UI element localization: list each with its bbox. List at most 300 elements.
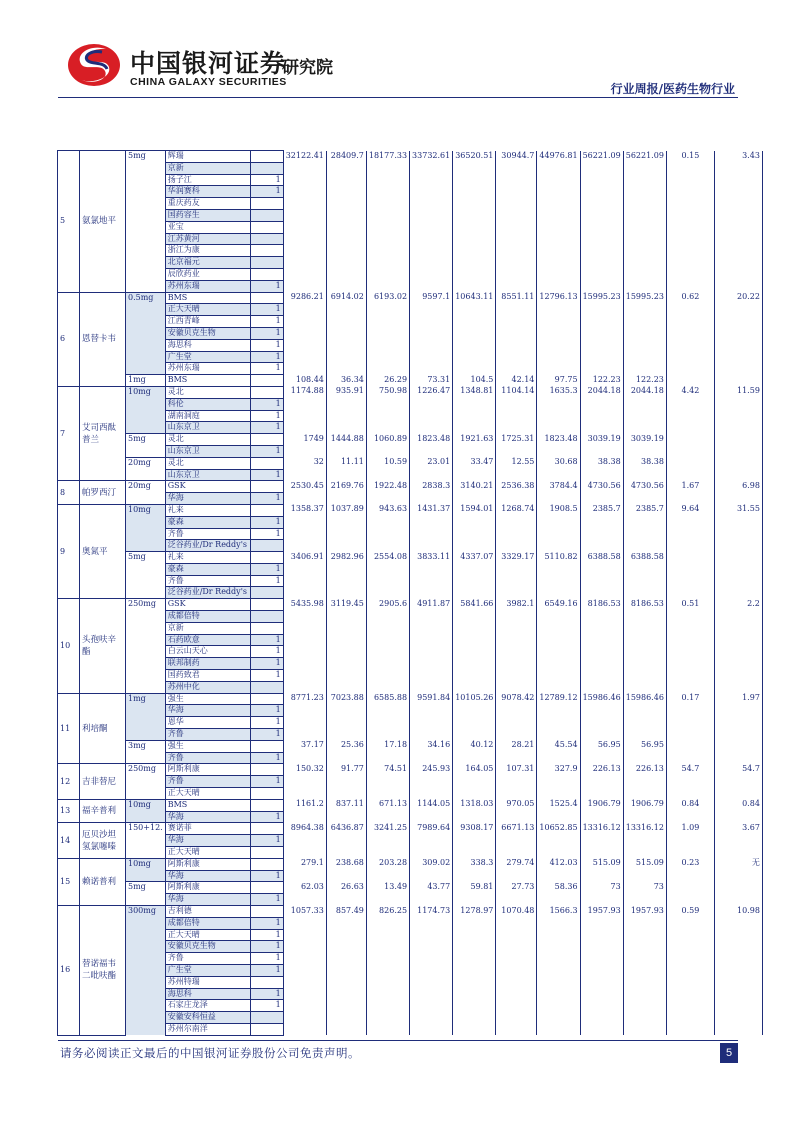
value-cell: 107.31 <box>496 764 537 799</box>
value-cell: 1070.48 <box>496 906 537 1036</box>
value-cell: 28.21 <box>496 740 537 764</box>
generic-flag-cell: 1 <box>250 705 283 717</box>
manufacturer-cell: 豪森 <box>165 516 250 528</box>
generic-flag-cell: 1 <box>250 445 283 457</box>
value-cell: 515.09 <box>580 858 623 882</box>
value-cell: 970.05 <box>496 799 537 823</box>
manufacturer-cell: 安徽贝克生物 <box>165 941 250 953</box>
generic-flag-cell <box>250 434 283 446</box>
value-cell: 671.13 <box>366 799 409 823</box>
manufacturer-cell: BMS <box>165 292 250 304</box>
dosage-spec-cell: 3mg <box>126 740 166 764</box>
value-cell: 1725.31 <box>496 434 537 458</box>
manufacturer-cell: 苏州东瑞 <box>165 363 250 375</box>
dosage-spec-cell: 1mg <box>126 693 166 740</box>
dosage-spec-cell: 5mg <box>126 552 166 599</box>
table-row <box>58 386 763 398</box>
value-cell: 226.13 <box>580 764 623 799</box>
value-cell: 11.11 <box>326 457 366 481</box>
value-cell: 2530.45 <box>283 481 326 505</box>
value-cell: 0.51 <box>666 599 714 693</box>
value-cell: 943.63 <box>366 504 409 551</box>
generic-flag-cell: 1 <box>250 422 283 434</box>
value-cell: 2554.08 <box>366 552 409 599</box>
generic-flag-cell: 1 <box>250 776 283 788</box>
value-cell: 15995.23 <box>623 292 666 375</box>
manufacturer-cell: 华海 <box>165 870 250 882</box>
manufacturer-cell: 强生 <box>165 693 250 705</box>
manufacturer-cell: 灵北 <box>165 386 250 398</box>
value-cell: 7989.64 <box>410 823 453 858</box>
value-cell: 338.3 <box>453 858 496 882</box>
value-cell: 1226.47 <box>410 386 453 433</box>
value-cell: 3039.19 <box>623 434 666 458</box>
generic-flag-cell <box>250 764 283 776</box>
footer-divider <box>58 1040 738 1041</box>
table-row <box>58 457 763 469</box>
value-cell: 38.38 <box>623 457 666 481</box>
value-cell: 1358.37 <box>283 504 326 551</box>
value-cell: 1144.05 <box>410 799 453 823</box>
table-row <box>58 599 763 611</box>
value-cell: 857.49 <box>326 906 366 1036</box>
galaxy-logo-icon <box>66 40 122 88</box>
value-cell: 0.17 <box>666 693 714 764</box>
value-cell: 750.98 <box>366 386 409 433</box>
value-cell: 9078.42 <box>496 693 537 740</box>
drug-name-cell: 氨氯地平 <box>80 151 126 293</box>
manufacturer-cell: 浙江为康 <box>165 245 250 257</box>
value-cell: 56221.09 <box>580 151 623 293</box>
value-cell: 42.14 <box>496 375 537 387</box>
table-row <box>58 858 763 870</box>
value-cell: 32 <box>283 457 326 481</box>
value-cell: 6388.58 <box>580 552 623 599</box>
generic-flag-cell: 1 <box>250 363 283 375</box>
row-index-cell: 12 <box>58 764 80 799</box>
manufacturer-cell: 齐鲁 <box>165 528 250 540</box>
row-index-cell: 15 <box>58 858 80 905</box>
value-cell: 26.29 <box>366 375 409 387</box>
value-cell: 1.09 <box>666 823 714 858</box>
value-cell: 1566.3 <box>537 906 580 1036</box>
manufacturer-cell: BMS <box>165 375 250 387</box>
generic-flag-cell: 1 <box>250 575 283 587</box>
value-cell: 327.9 <box>537 764 580 799</box>
value-cell: 13316.12 <box>623 823 666 858</box>
dosage-spec-cell: 20mg <box>126 481 166 505</box>
generic-flag-cell <box>250 257 283 269</box>
dosage-spec-cell: 5mg <box>126 151 166 293</box>
generic-flag-cell: 1 <box>250 186 283 198</box>
manufacturer-cell: 正大天晴 <box>165 304 250 316</box>
value-cell: 3.43 <box>714 151 762 293</box>
value-cell: 226.13 <box>623 764 666 799</box>
value-cell: 309.02 <box>410 858 453 882</box>
generic-flag-cell <box>250 540 283 552</box>
value-cell: 1057.33 <box>283 906 326 1036</box>
value-cell: 108.44 <box>283 375 326 387</box>
value-cell: 2044.18 <box>580 386 623 433</box>
value-cell: 3406.91 <box>283 552 326 599</box>
value-cell: 73 <box>623 882 666 906</box>
value-cell: 412.03 <box>537 858 580 882</box>
value-cell: 279.74 <box>496 858 537 882</box>
value-cell: 9.64 <box>666 504 714 598</box>
generic-flag-cell <box>250 221 283 233</box>
manufacturer-cell: 石药欧意 <box>165 634 250 646</box>
row-index-cell: 10 <box>58 599 80 693</box>
logo-chinese-name: 中国银河证券 <box>130 49 287 78</box>
value-cell: 6436.87 <box>326 823 366 858</box>
generic-flag-cell: 1 <box>250 304 283 316</box>
value-cell: 10643.11 <box>453 292 496 375</box>
dosage-spec-cell: 0.5mg <box>126 292 166 375</box>
value-cell: 4337.07 <box>453 552 496 599</box>
value-cell: 15986.46 <box>623 693 666 740</box>
value-cell: 1161.2 <box>283 799 326 823</box>
value-cell: 5841.66 <box>453 599 496 693</box>
generic-flag-cell <box>250 481 283 493</box>
manufacturer-cell: 辉瑞 <box>165 151 250 163</box>
generic-flag-cell: 1 <box>250 894 283 906</box>
generic-flag-cell <box>250 681 283 693</box>
manufacturer-cell: 山东京卫 <box>165 469 250 481</box>
generic-flag-cell <box>250 587 283 599</box>
value-cell: 56.95 <box>580 740 623 764</box>
value-cell: 1268.74 <box>496 504 537 551</box>
value-cell: 6388.58 <box>623 552 666 599</box>
table-row <box>58 434 763 446</box>
value-cell: 515.09 <box>623 858 666 882</box>
manufacturer-cell: 苏州东瑞 <box>165 280 250 292</box>
drug-name-cell: 头孢呋辛酯 <box>80 599 126 693</box>
drug-name-cell: 厄贝沙坦氢氯噻嗪 <box>80 823 126 858</box>
drug-name-cell: 帕罗西汀 <box>80 481 126 505</box>
manufacturer-cell: BMS <box>165 799 250 811</box>
value-cell: 6193.02 <box>366 292 409 375</box>
row-index-cell: 11 <box>58 693 80 764</box>
generic-flag-cell <box>250 386 283 398</box>
generic-flag-cell <box>250 906 283 918</box>
value-cell: 73 <box>580 882 623 906</box>
value-cell: 5435.98 <box>283 599 326 693</box>
value-cell: 1525.4 <box>537 799 580 823</box>
manufacturer-cell: 科伦 <box>165 398 250 410</box>
generic-flag-cell: 1 <box>250 988 283 1000</box>
value-cell: 8964.38 <box>283 823 326 858</box>
value-cell: 2385.7 <box>623 504 666 551</box>
manufacturer-cell: 山东京卫 <box>165 422 250 434</box>
value-cell: 4911.87 <box>410 599 453 693</box>
value-cell: 25.36 <box>326 740 366 764</box>
value-cell: 1174.88 <box>283 386 326 433</box>
row-index-cell: 7 <box>58 386 80 480</box>
value-cell: 9286.21 <box>283 292 326 375</box>
value-cell: 26.63 <box>326 882 366 906</box>
manufacturer-cell: 扬子江 <box>165 174 250 186</box>
value-cell: 9591.84 <box>410 693 453 740</box>
generic-flag-cell <box>250 1012 283 1024</box>
value-cell: 5110.82 <box>537 552 580 599</box>
row-index-cell: 14 <box>58 823 80 858</box>
value-cell: 9597.1 <box>410 292 453 375</box>
manufacturer-cell: 华海 <box>165 493 250 505</box>
dosage-spec-cell: 300mg <box>126 906 166 1036</box>
value-cell: 1749 <box>283 434 326 458</box>
generic-flag-cell <box>250 151 283 163</box>
generic-flag-cell: 1 <box>250 634 283 646</box>
generic-flag-cell <box>250 245 283 257</box>
manufacturer-cell: 正大天晴 <box>165 929 250 941</box>
value-cell: 1823.48 <box>537 434 580 458</box>
page-number-badge: 5 <box>720 1043 738 1063</box>
generic-flag-cell: 1 <box>250 717 283 729</box>
value-cell: 10105.26 <box>453 693 496 740</box>
value-cell: 23.01 <box>410 457 453 481</box>
manufacturer-cell: 京新 <box>165 622 250 634</box>
value-cell: 1318.03 <box>453 799 496 823</box>
value-cell: 12796.13 <box>537 292 580 375</box>
manufacturer-cell: 成都倍特 <box>165 917 250 929</box>
manufacturer-cell: 白云山天心 <box>165 646 250 658</box>
dosage-spec-cell: 10mg <box>126 858 166 882</box>
value-cell: 40.12 <box>453 740 496 764</box>
value-cell: 62.03 <box>283 882 326 906</box>
value-cell: 3039.19 <box>580 434 623 458</box>
drug-sales-table <box>57 150 763 1036</box>
generic-flag-cell <box>250 823 283 835</box>
value-cell: 44976.81 <box>537 151 580 293</box>
generic-flag-cell: 1 <box>250 929 283 941</box>
manufacturer-cell: 湖南洞庭 <box>165 410 250 422</box>
value-cell: 1037.89 <box>326 504 366 551</box>
drug-name-cell: 赖诺普利 <box>80 858 126 905</box>
header-divider <box>58 97 738 98</box>
value-cell: 1823.48 <box>410 434 453 458</box>
value-cell: 1594.01 <box>453 504 496 551</box>
value-cell: 56221.09 <box>623 151 666 293</box>
manufacturer-cell: 正大天晴 <box>165 847 250 859</box>
value-cell: 279.1 <box>283 858 326 882</box>
value-cell: 104.5 <box>453 375 496 387</box>
generic-flag-cell: 1 <box>250 563 283 575</box>
manufacturer-cell: GSK <box>165 481 250 493</box>
manufacturer-cell: 恩华 <box>165 717 250 729</box>
value-cell: 4730.56 <box>580 481 623 505</box>
generic-flag-cell: 1 <box>250 1000 283 1012</box>
value-cell: 1.67 <box>666 481 714 505</box>
table-row <box>58 823 763 835</box>
value-cell: 2905.6 <box>366 599 409 693</box>
generic-flag-cell <box>250 552 283 564</box>
dosage-spec-cell: 20mg <box>126 457 166 481</box>
manufacturer-cell: 安徽安科恒益 <box>165 1012 250 1024</box>
generic-flag-cell <box>250 268 283 280</box>
table-row <box>58 151 763 163</box>
value-cell: 54.7 <box>666 764 714 799</box>
dosage-spec-cell: 150+12. <box>126 823 166 858</box>
manufacturer-cell: 江苏黄河 <box>165 233 250 245</box>
value-cell: 935.91 <box>326 386 366 433</box>
generic-flag-cell: 1 <box>250 327 283 339</box>
value-cell: 无 <box>714 858 762 905</box>
value-cell: 74.51 <box>366 764 409 799</box>
dosage-spec-cell: 5mg <box>126 434 166 458</box>
value-cell: 31.55 <box>714 504 762 598</box>
value-cell: 150.32 <box>283 764 326 799</box>
generic-flag-cell: 1 <box>250 280 283 292</box>
table-row <box>58 799 763 811</box>
value-cell: 203.28 <box>366 858 409 882</box>
manufacturer-cell: 吉利德 <box>165 906 250 918</box>
value-cell: 3119.45 <box>326 599 366 693</box>
value-cell: 8186.53 <box>623 599 666 693</box>
value-cell: 13316.12 <box>580 823 623 858</box>
value-cell: 43.77 <box>410 882 453 906</box>
dosage-spec-cell: 10mg <box>126 386 166 433</box>
generic-flag-cell: 1 <box>250 339 283 351</box>
value-cell: 17.18 <box>366 740 409 764</box>
generic-flag-cell: 1 <box>250 670 283 682</box>
manufacturer-cell: 京新 <box>165 162 250 174</box>
generic-flag-cell: 1 <box>250 174 283 186</box>
dosage-spec-cell: 1mg <box>126 375 166 387</box>
generic-flag-cell: 1 <box>250 917 283 929</box>
manufacturer-cell: 阿斯利康 <box>165 858 250 870</box>
generic-flag-cell <box>250 976 283 988</box>
manufacturer-cell: 泛谷药业/Dr Reddy's <box>165 587 250 599</box>
value-cell: 30.68 <box>537 457 580 481</box>
generic-flag-cell <box>250 611 283 623</box>
value-cell: 10.59 <box>366 457 409 481</box>
manufacturer-cell: 齐鲁 <box>165 729 250 741</box>
manufacturer-cell: 苏州中化 <box>165 681 250 693</box>
value-cell: 1957.93 <box>580 906 623 1036</box>
value-cell: 1104.14 <box>496 386 537 433</box>
generic-flag-cell <box>250 740 283 752</box>
table-row <box>58 740 763 752</box>
value-cell: 0.84 <box>666 799 714 823</box>
value-cell: 28409.7 <box>326 151 366 293</box>
generic-flag-cell <box>250 788 283 800</box>
value-cell: 32122.41 <box>283 151 326 293</box>
generic-flag-cell: 1 <box>250 398 283 410</box>
value-cell: 91.77 <box>326 764 366 799</box>
value-cell: 826.25 <box>366 906 409 1036</box>
drug-name-cell: 利培酮 <box>80 693 126 764</box>
value-cell: 1906.79 <box>580 799 623 823</box>
value-cell: 56.95 <box>623 740 666 764</box>
generic-flag-cell <box>250 882 283 894</box>
value-cell: 9308.17 <box>453 823 496 858</box>
generic-flag-cell <box>250 457 283 469</box>
drug-name-cell: 奥氮平 <box>80 504 126 598</box>
dosage-spec-cell: 5mg <box>126 882 166 906</box>
manufacturer-cell: 赛诺菲 <box>165 823 250 835</box>
generic-flag-cell <box>250 504 283 516</box>
value-cell: 37.17 <box>283 740 326 764</box>
generic-flag-cell <box>250 198 283 210</box>
value-cell: 1921.63 <box>453 434 496 458</box>
value-cell: 164.05 <box>453 764 496 799</box>
value-cell: 59.81 <box>453 882 496 906</box>
manufacturer-cell: 灵北 <box>165 434 250 446</box>
manufacturer-cell: 国药致君 <box>165 670 250 682</box>
generic-flag-cell <box>250 1023 283 1035</box>
row-index-cell: 8 <box>58 481 80 505</box>
manufacturer-cell: 亚宝 <box>165 221 250 233</box>
value-cell: 97.75 <box>537 375 580 387</box>
table-row <box>58 375 763 387</box>
value-cell: 10.98 <box>714 906 762 1036</box>
row-index-cell: 6 <box>58 292 80 386</box>
value-cell: 15995.23 <box>580 292 623 375</box>
manufacturer-cell: 泛谷药业/Dr Reddy's <box>165 540 250 552</box>
value-cell: 2169.76 <box>326 481 366 505</box>
value-cell: 1.97 <box>714 693 762 764</box>
value-cell: 33.47 <box>453 457 496 481</box>
manufacturer-cell: 华海 <box>165 705 250 717</box>
generic-flag-cell <box>250 292 283 304</box>
row-index-cell: 16 <box>58 906 80 1036</box>
value-cell: 0.59 <box>666 906 714 1036</box>
value-cell: 3329.17 <box>496 552 537 599</box>
generic-flag-cell: 1 <box>250 752 283 764</box>
generic-flag-cell: 1 <box>250 953 283 965</box>
manufacturer-cell: 齐鲁 <box>165 953 250 965</box>
manufacturer-cell: 灵北 <box>165 457 250 469</box>
manufacturer-cell: 海思科 <box>165 339 250 351</box>
value-cell: 3982.1 <box>496 599 537 693</box>
manufacturer-cell: 辰欣药业 <box>165 268 250 280</box>
generic-flag-cell <box>250 233 283 245</box>
value-cell: 0.23 <box>666 858 714 905</box>
value-cell: 33732.61 <box>410 151 453 293</box>
value-cell: 837.11 <box>326 799 366 823</box>
manufacturer-cell: 山东京卫 <box>165 445 250 457</box>
value-cell: 3784.4 <box>537 481 580 505</box>
manufacturer-cell: 礼来 <box>165 552 250 564</box>
value-cell: 30944.7 <box>496 151 537 293</box>
value-cell: 10652.85 <box>537 823 580 858</box>
row-index-cell: 9 <box>58 504 80 598</box>
value-cell: 58.36 <box>537 882 580 906</box>
table-row <box>58 882 763 894</box>
manufacturer-cell: 华海 <box>165 894 250 906</box>
value-cell: 1431.37 <box>410 504 453 551</box>
generic-flag-cell: 1 <box>250 964 283 976</box>
value-cell: 0.62 <box>666 292 714 386</box>
value-cell: 122.23 <box>580 375 623 387</box>
value-cell: 20.22 <box>714 292 762 386</box>
value-cell: 36520.51 <box>453 151 496 293</box>
generic-flag-cell <box>250 599 283 611</box>
value-cell: 6.98 <box>714 481 762 505</box>
manufacturer-cell: 安徽贝克生物 <box>165 327 250 339</box>
generic-flag-cell: 1 <box>250 316 283 328</box>
dosage-spec-cell: 250mg <box>126 599 166 693</box>
value-cell: 1278.97 <box>453 906 496 1036</box>
value-cell: 27.73 <box>496 882 537 906</box>
value-cell: 73.31 <box>410 375 453 387</box>
manufacturer-cell: 正大天晴 <box>165 788 250 800</box>
table-row <box>58 906 763 918</box>
value-cell: 6549.16 <box>537 599 580 693</box>
generic-flag-cell: 1 <box>250 870 283 882</box>
value-cell: 122.23 <box>623 375 666 387</box>
value-cell: 12.55 <box>496 457 537 481</box>
